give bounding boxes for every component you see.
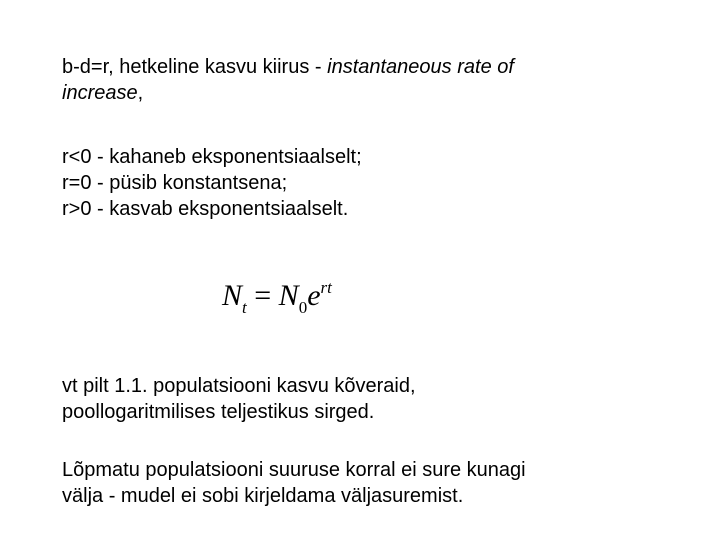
- case-positive: r>0 - kasvab eksponentsiaalselt.: [62, 198, 349, 220]
- definition-text: b-d=r, hetkeline kasvu kiirus -: [62, 56, 328, 78]
- formula-exponent: rt: [320, 278, 332, 297]
- cases-paragraph: [62, 144, 362, 222]
- formula-lhs-subscript: t: [242, 298, 247, 317]
- definition-line-1: [62, 54, 514, 80]
- note-line-1: Lõpmatu populatsiooni suuruse korral ei sure kunagi: [62, 459, 526, 481]
- formula-rhs-subscript: 0: [298, 298, 308, 317]
- formula-lhs: N: [222, 279, 243, 312]
- reference-line-2: poollogaritmilises teljestikus sirged.: [62, 401, 375, 423]
- formula-equals: =: [246, 279, 279, 312]
- reference-paragraph: [62, 373, 416, 425]
- definition-english-term-cont: increase: [62, 82, 138, 104]
- formula-rhs: N: [278, 279, 299, 312]
- case-zero: r=0 - püsib konstantsena;: [62, 172, 288, 194]
- definition-paragraph: [62, 54, 514, 106]
- note-paragraph: [62, 457, 526, 509]
- formula-base: e: [307, 279, 321, 312]
- note-line-2: välja - mudel ei sobi kirjeldama väljasuremist.: [62, 485, 464, 507]
- definition-comma: ,: [137, 82, 144, 104]
- growth-formula: [222, 276, 332, 316]
- definition-line-2: [62, 80, 514, 106]
- case-negative: r<0 - kahaneb eksponentsiaalselt;: [62, 146, 362, 168]
- definition-english-term: instantaneous rate of: [327, 56, 514, 78]
- reference-line-1: vt pilt 1.1. populatsiooni kasvu kõveraid,: [62, 375, 416, 397]
